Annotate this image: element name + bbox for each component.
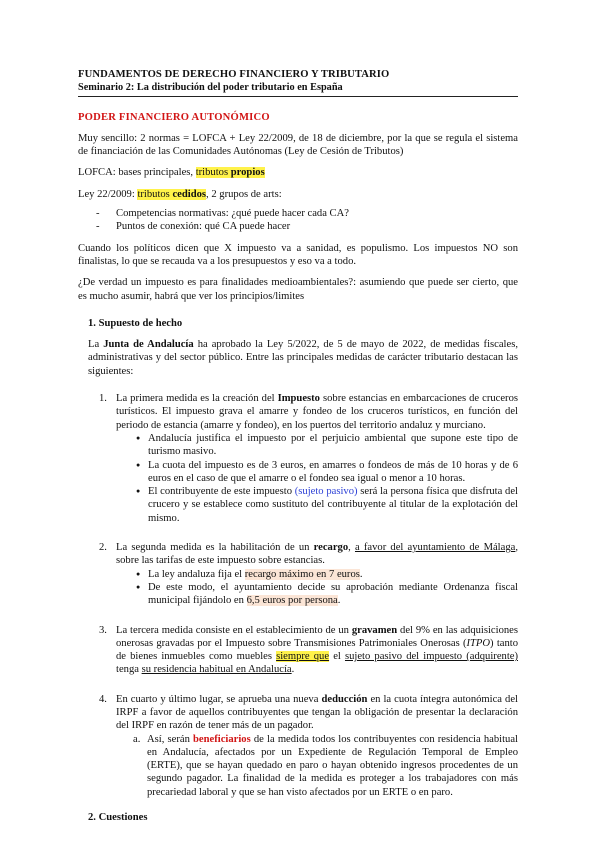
- list-item: ● La cuota del impuesto es de 3 euros, en amarres o fondeos de más de 10 horas y de 6 euros en el caso de que el amarre o el fondeo sea igual o menor a 10 horas.: [136, 459, 518, 486]
- supuesto-intro: La Junta de Andalucía ha aprobado la Ley 5/2022, de 5 de mayo de 2022, de medidas fiscales, administrativas y del sector público. Entre las principales medidas de carácter tributario destacan las siguientes:: [88, 339, 518, 377]
- measure-2-bullets: [116, 568, 518, 608]
- intro-paragraph: Muy sencillo: 2 normas = LOFCA + Ley 22/2009, de 18 de diciembre, por la que se regula el sistema de financiación de las Comunidades Autónomas (Ley de Cesión de Tributos): [78, 132, 518, 158]
- highlight-tributos-propios: tributos propios: [195, 167, 265, 179]
- measure-3: 3. La tercera medida consiste en el establecimiento de un gravamen del 9% en las adquisiciones onerosas gravadas por el Impuesto sobre Transmisiones Patrimoniales Onerosas (ITPO) tanto de bienes inmuebles como muebles siempre que el sujeto pasivo del impuesto (adquirente) tenga su residencia habitual en Andalucía.: [99, 624, 519, 676]
- measure-4: 4. En cuarto y último lugar, se aprueba una nueva deducción en la cuota íntegra autonómica del IRPF a favor de aquellos contribuyentes que tengan la obligación de presentar la declaración del IRPF en razón de tener más de un pagador. a. Así, serán beneficiarios de la medida todos los contribuyentes con residencia habitual en Andalucía, afectados por un Expediente de Regulación Temporal de Empleo (ERTE), que se hayan quedado en paro o hayan obtenido ingresos procedentes de un segundo pagador. La finalidad de la medida es proteger a los trabajadores con más precariedad laboral y que se han visto afectados por un ERTE o en paro.: [99, 693, 518, 798]
- list-item: - Puntos de conexión: qué CA puede hacer: [96, 220, 518, 233]
- measure-2: 2. La segunda medida es la habilitación de un recargo, a favor del ayuntamiento de Málaga, sobre las tarifas de este impuesto sobre estancias. ● La ley andaluza fija el recargo máximo en 7 euros. ● De este modo, el ayuntamiento decide su aprobación mediante Ordenanza fiscal municipal fijándolo en 6,5 euros por persona.: [78, 541, 518, 607]
- list-item: ● El contribuyente de este impuesto (sujeto pasivo) será la persona física que disfruta del crucero y se establece como sustituto del contribuyente al titular de la explotación del mismo.: [136, 485, 518, 525]
- ley-line: Ley 22/2009: tributos cedidos, 2 grupos de arts:: [78, 188, 282, 200]
- list-item: ● La ley andaluza fija el recargo máximo en 7 euros.: [136, 568, 518, 581]
- beneficiarios-red: beneficiarios: [193, 733, 251, 745]
- highlight-tributos-cedidos: tributos cedidos: [137, 188, 207, 200]
- highlight-importe: 6,5 euros por persona: [246, 595, 338, 607]
- dash-list: [78, 207, 518, 234]
- sujeto-pasivo-blue: (sujeto pasivo): [294, 486, 358, 498]
- supuesto-heading: 1. Supuesto de hecho: [88, 317, 183, 329]
- measure-2-text: La segunda medida es la habilitación de un recargo, a favor del ayuntamiento de Málaga, sobre las tarifas de este impuesto sobre estancias.: [116, 542, 518, 567]
- populismo-paragraph: Cuando los políticos dicen que X impuesto va a sanidad, es populismo. Los impuestos NO son finalistas, lo que se recauda va a los presupuestos y eso va a todo.: [78, 242, 518, 267]
- medioambiente-paragraph: ¿De verdad un impuesto es para finalidades medioambientales?: asumiendo que puede ser cierto, que es mucho asumir, habrá que ver los principios/limites: [78, 277, 518, 302]
- lofca-line: LOFCA: bases principales, tributos propios: [78, 167, 265, 179]
- highlight-siempre-que: siempre que: [276, 651, 330, 663]
- measure-4-text: En cuarto y último lugar, se aprueba una nueva deducción en la cuota íntegra autonómica del IRPF a favor de aquellos contribuyentes que tengan la obligación de presentar la declaración del IRPF en razón de tener más de un pagador.: [116, 693, 518, 732]
- measure-1-text: La primera medida es la creación del Impuesto sobre estancias en embarcaciones de cruceros turísticos. El impuesto grava el amarre y fondeo de los cruceros turísticos, en función del periodo de estancia (amarre y fondeo), en los puertos del territorio andaluz y murciano.: [116, 393, 518, 431]
- cuestiones-heading: 2. Cuestiones: [88, 812, 148, 824]
- measure-3-text: La tercera medida consiste en el establecimiento de un gravamen del 9% en las adquisiciones onerosas gravadas por el Impuesto sobre Transmisiones Patrimoniales Onerosas (ITPO) tanto de bienes inmuebles como muebles siempre que el sujeto pasivo del impuesto (adquirente) tenga su residencia habitual en Andalucía.: [116, 624, 519, 676]
- measure-4-sub-a: a. Así, serán beneficiarios de la medida todos los contribuyentes con residencia habitual en Andalucía, afectados por un Expediente de Regulación Temporal de Empleo (ERTE), que se hayan quedado en paro o hayan obtenido ingresos procedentes de un segundo pagador. La finalidad de la medida es proteger a los trabajadores con más precariedad laboral y que se han visto afectados por un ERTE o en paro.: [133, 733, 518, 798]
- list-item: ● Andalucía justifica el impuesto por el perjuicio ambiental que supone este tipo de turismo masivo.: [136, 432, 518, 459]
- measure-1-bullets: [116, 432, 518, 525]
- highlight-recargo: recargo máximo en 7 euros: [244, 568, 360, 580]
- section-title: PODER FINANCIERO AUTONÓMICO: [78, 111, 270, 123]
- list-item: ● De este modo, el ayuntamiento decide su aprobación mediante Ordenanza fiscal municipal fijándolo en 6,5 euros por persona.: [136, 581, 518, 608]
- measure-1: 1. La primera medida es la creación del Impuesto sobre estancias en embarcaciones de cruceros turísticos. El impuesto grava el amarre y fondeo de los cruceros turísticos, en función del periodo de estancia (amarre y fondeo), en los puertos del territorio andaluz y murciano. ● Andalucía justifica el impuesto por el perjuicio ambiental que supone este tipo de turismo masivo. ● La cuota del impuesto es de 3 euros, en amarres o fondeos de más de 10 horas y de 6 euros en el caso de que el amarre o el fondeo sea igual o menor a 10 horas. ● El contribuyente de este impuesto (sujeto pasivo) será la persona física que disfruta del crucero y se establece como sustituto del contribuyente al titular de la explotación del mismo.: [78, 392, 518, 525]
- list-item: - Competencias normativas: ¿qué puede hacer cada CA?: [96, 207, 518, 220]
- seminar-subtitle: Seminario 2: La distribución del poder tributario en España: [78, 81, 518, 96]
- course-title: FUNDAMENTOS DE DERECHO FINANCIERO Y TRIBUTARIO: [78, 69, 390, 80]
